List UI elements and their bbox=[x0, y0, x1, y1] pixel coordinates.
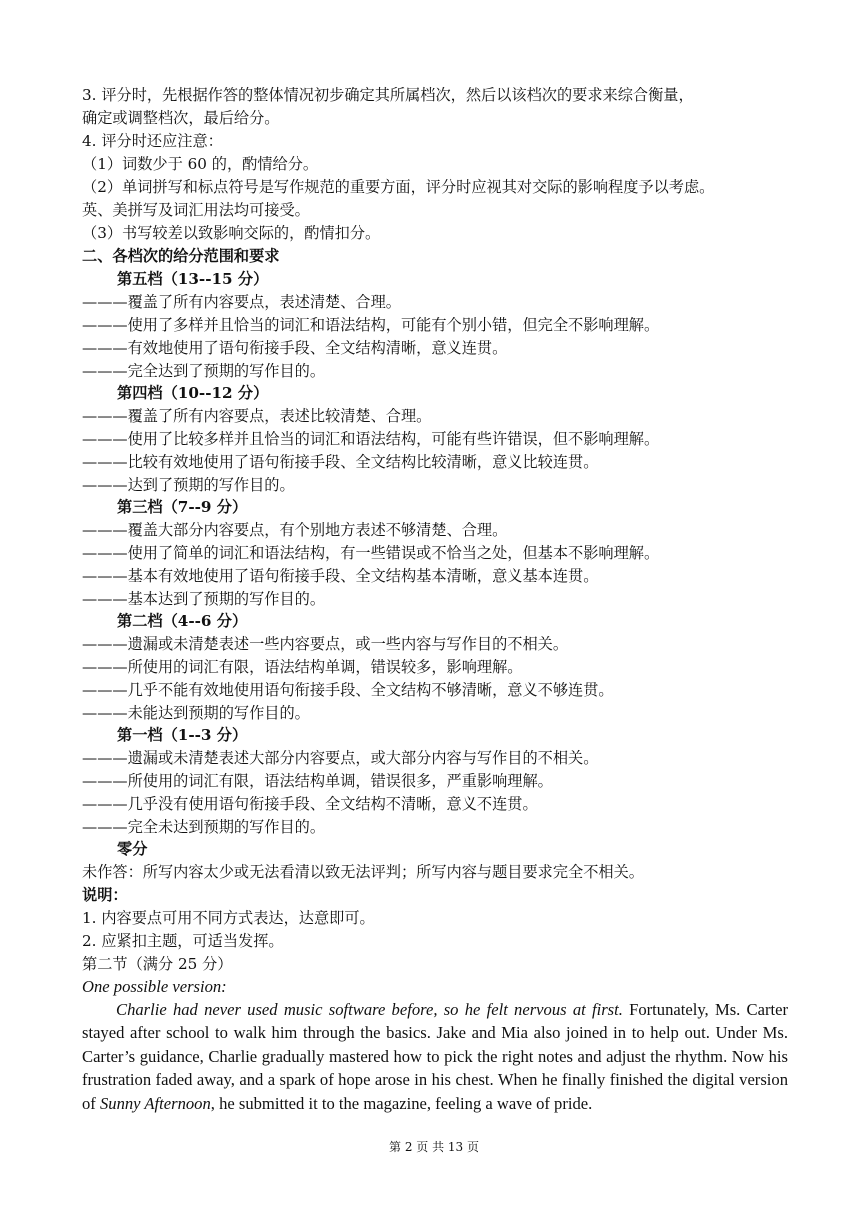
grade-2-item-1: ———遗漏或未清楚表述一些内容要点，或一些内容与写作目的不相关。 bbox=[82, 635, 568, 653]
grade-5-heading: 第五档（13--15 分） bbox=[117, 270, 269, 288]
grade-2-item-2: ———所使用的词汇有限，语法结构单调，错误较多，影响理解。 bbox=[82, 658, 523, 676]
essay-body-part-1: Fortunately, Ms. Carter stayed after school to walk him through the basics. Jake and Mia also joined in to help out. Under Ms. Carter’s guidance, Charlie gradually mastered how to pick the right notes and adjust the rhythm. Now his frustration faded away, and a spark of hope arose in his chest. When he finally finished the digital version of bbox=[82, 1000, 789, 1113]
grade-0-description: 未作答：所写内容太少或无法看清以致无法评判；所写内容与题目要求完全不相关。 bbox=[82, 863, 644, 881]
possible-version-label: One possible version: bbox=[82, 977, 227, 996]
grade-4-item-2: ———使用了比较多样并且恰当的词汇和语法结构，可能有些许错误，但不影响理解。 bbox=[82, 430, 660, 448]
section-2-heading: 第二节（满分 25 分） bbox=[82, 955, 233, 973]
grade-5-item-2: ———使用了多样并且恰当的词汇和语法结构，可能有个别小错，但完全不影响理解。 bbox=[82, 316, 660, 334]
grade-2-heading: 第二档（4--6 分） bbox=[117, 612, 248, 630]
grade-3-item-2: ———使用了简单的词汇和语法结构，有一些错误或不恰当之处，但基本不影响理解。 bbox=[82, 544, 660, 562]
section-heading-grades: 二、各档次的给分范围和要求 bbox=[82, 247, 280, 265]
grade-1-item-4: ———完全未达到预期的写作目的。 bbox=[82, 818, 325, 836]
grade-1-heading: 第一档（1--3 分） bbox=[117, 726, 248, 744]
grade-1-item-3: ———几乎没有使用语句衔接手段、全文结构不清晰，意义不连贯。 bbox=[82, 795, 538, 813]
grade-5-item-1: ———覆盖了所有内容要点，表述清楚、合理。 bbox=[82, 293, 401, 311]
scoring-rule-3-line-1: 3. 评分时，先根据作答的整体情况初步确定其所属档次，然后以该档次的要求来综合衡量， bbox=[82, 86, 694, 104]
grade-2-item-4: ———未能达到预期的写作目的。 bbox=[82, 704, 310, 722]
grade-5-item-4: ———完全达到了预期的写作目的。 bbox=[82, 362, 325, 380]
grade-1-item-2: ———所使用的词汇有限，语法结构单调，错误很多，严重影响理解。 bbox=[82, 772, 553, 790]
notes-item-1: 1. 内容要点可用不同方式表达，达意即可。 bbox=[82, 909, 375, 927]
essay-body-part-2: , he submitted it to the magazine, feeling a wave of pride. bbox=[210, 1093, 593, 1113]
note-1: （1）词数少于 60 的，酌情给分。 bbox=[82, 155, 319, 173]
scoring-rule-4-heading: 4. 评分时还应注意： bbox=[82, 132, 223, 150]
grade-4-item-3: ———比较有效地使用了语句衔接手段、全文结构比较清晰，意义比较连贯。 bbox=[82, 453, 599, 471]
notes-heading: 说明： bbox=[82, 886, 128, 904]
grade-3-heading: 第三档（7--9 分） bbox=[117, 498, 248, 516]
sample-essay bbox=[82, 998, 788, 1115]
grade-1-item-1: ———遗漏或未清楚表述大部分内容要点，或大部分内容与写作目的不相关。 bbox=[82, 749, 599, 767]
grade-4-item-1: ———覆盖了所有内容要点，表述比较清楚、合理。 bbox=[82, 407, 432, 425]
grade-4-item-4: ———达到了预期的写作目的。 bbox=[82, 476, 295, 494]
grade-2-item-3: ———几乎不能有效地使用语句衔接手段、全文结构不够清晰，意义不够连贯。 bbox=[82, 681, 614, 699]
notes-item-2: 2. 应紧扣主题，可适当发挥。 bbox=[82, 932, 284, 950]
note-3: （3）书写较差以致影响交际的，酌情扣分。 bbox=[82, 224, 381, 242]
grade-3-item-1: ———覆盖大部分内容要点，有个别地方表述不够清楚、合理。 bbox=[82, 521, 508, 539]
grade-3-item-4: ———基本达到了预期的写作目的。 bbox=[82, 590, 325, 608]
grade-4-heading: 第四档（10--12 分） bbox=[117, 384, 269, 402]
grade-0-heading: 零分 bbox=[117, 840, 148, 858]
note-2-line-1: （2）单词拼写和标点符号是写作规范的重要方面，评分时应视其对交际的影响程度予以考虑。 bbox=[82, 178, 715, 196]
essay-song-title: Sunny Afternoon bbox=[99, 1093, 211, 1113]
note-2-line-2: 英、美拼写及词汇用法均可接受。 bbox=[82, 201, 310, 219]
scoring-rule-3-line-2: 确定或调整档次，最后给分。 bbox=[82, 109, 280, 127]
grade-5-item-3: ———有效地使用了语句衔接手段、全文结构清晰，意义连贯。 bbox=[82, 339, 508, 357]
page-footer: 第 2 页 共 13 页 bbox=[389, 1140, 479, 1154]
grade-3-item-3: ———基本有效地使用了语句衔接手段、全文结构基本清晰，意义基本连贯。 bbox=[82, 567, 599, 585]
essay-opening-sentence: Charlie had never used music software before, so he felt nervous at first. bbox=[116, 1000, 623, 1019]
